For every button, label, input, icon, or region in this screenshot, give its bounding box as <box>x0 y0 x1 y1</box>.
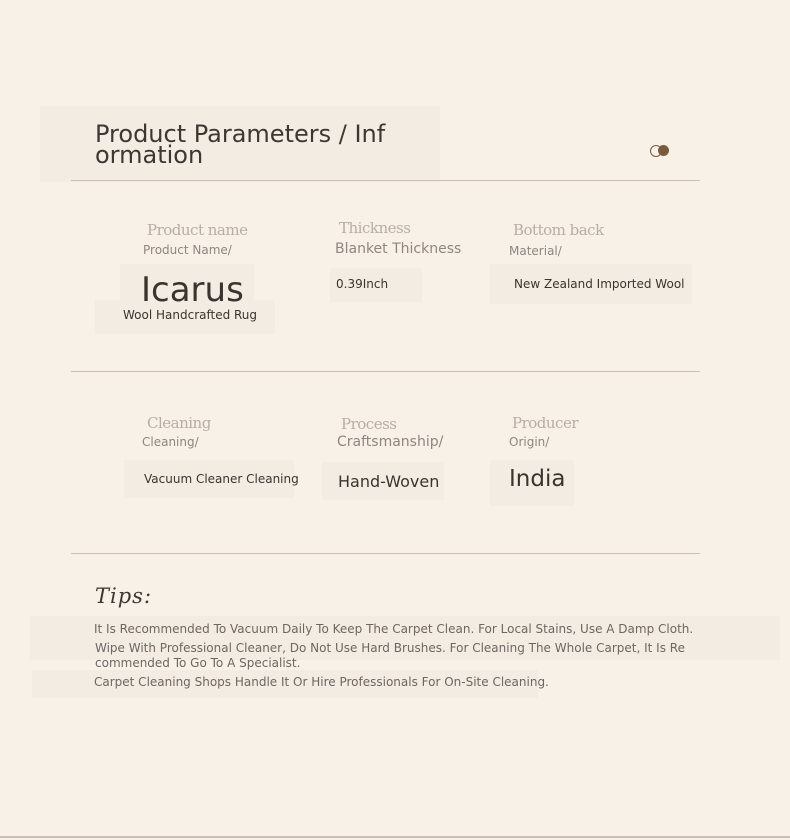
toggle-knob-icon <box>658 145 669 156</box>
tip-line-1: It Is Recommended To Vacuum Daily To Keep The Carpet Clean. For Local Stains, Use A Damp Cloth. <box>94 622 694 636</box>
craftsmanship-value: Hand-Woven <box>338 472 440 491</box>
tips-heading: Tips: <box>95 584 153 608</box>
product-name-label: Product Name/ <box>143 243 232 257</box>
craftsmanship-label: Craftsmanship/ <box>337 434 444 450</box>
thickness-value: 0.39Inch <box>336 277 389 291</box>
cleaning-ghost: Cleaning <box>147 414 211 432</box>
origin-value: India <box>509 466 566 492</box>
thickness-label: Blanket Thickness <box>335 241 462 257</box>
origin-ghost: Producer <box>512 414 579 432</box>
tip-line-2: Wipe With Professional Cleaner, Do Not Use Hard Brushes. For Cleaning The Whole Carpet, It Is Recommended To Go To A Specialist. <box>95 641 685 670</box>
product-name-value: Icarus <box>141 270 244 310</box>
toggle-switch[interactable] <box>650 144 672 158</box>
tip-line-3: Carpet Cleaning Shops Handle It Or Hire Professionals For On-Site Cleaning. <box>94 675 549 689</box>
thickness-ghost: Thickness <box>339 219 411 237</box>
material-value: New Zealand Imported Wool <box>514 277 685 291</box>
craftsmanship-ghost: Process <box>341 415 397 433</box>
material-label: Material/ <box>509 244 562 258</box>
page-bottom-border <box>0 836 790 838</box>
material-ghost: Bottom back <box>513 221 604 239</box>
divider-middle <box>71 371 700 372</box>
divider-bottom <box>71 553 700 554</box>
origin-label: Origin/ <box>509 435 550 449</box>
divider-top <box>71 180 700 181</box>
product-name-ghost: Product name <box>147 221 248 239</box>
product-subtitle: Wool Handcrafted Rug <box>123 308 258 322</box>
page-title: Product Parameters / Information <box>95 120 386 169</box>
cleaning-value: Vacuum Cleaner Cleaning <box>144 472 299 486</box>
cleaning-label: Cleaning/ <box>142 435 199 449</box>
